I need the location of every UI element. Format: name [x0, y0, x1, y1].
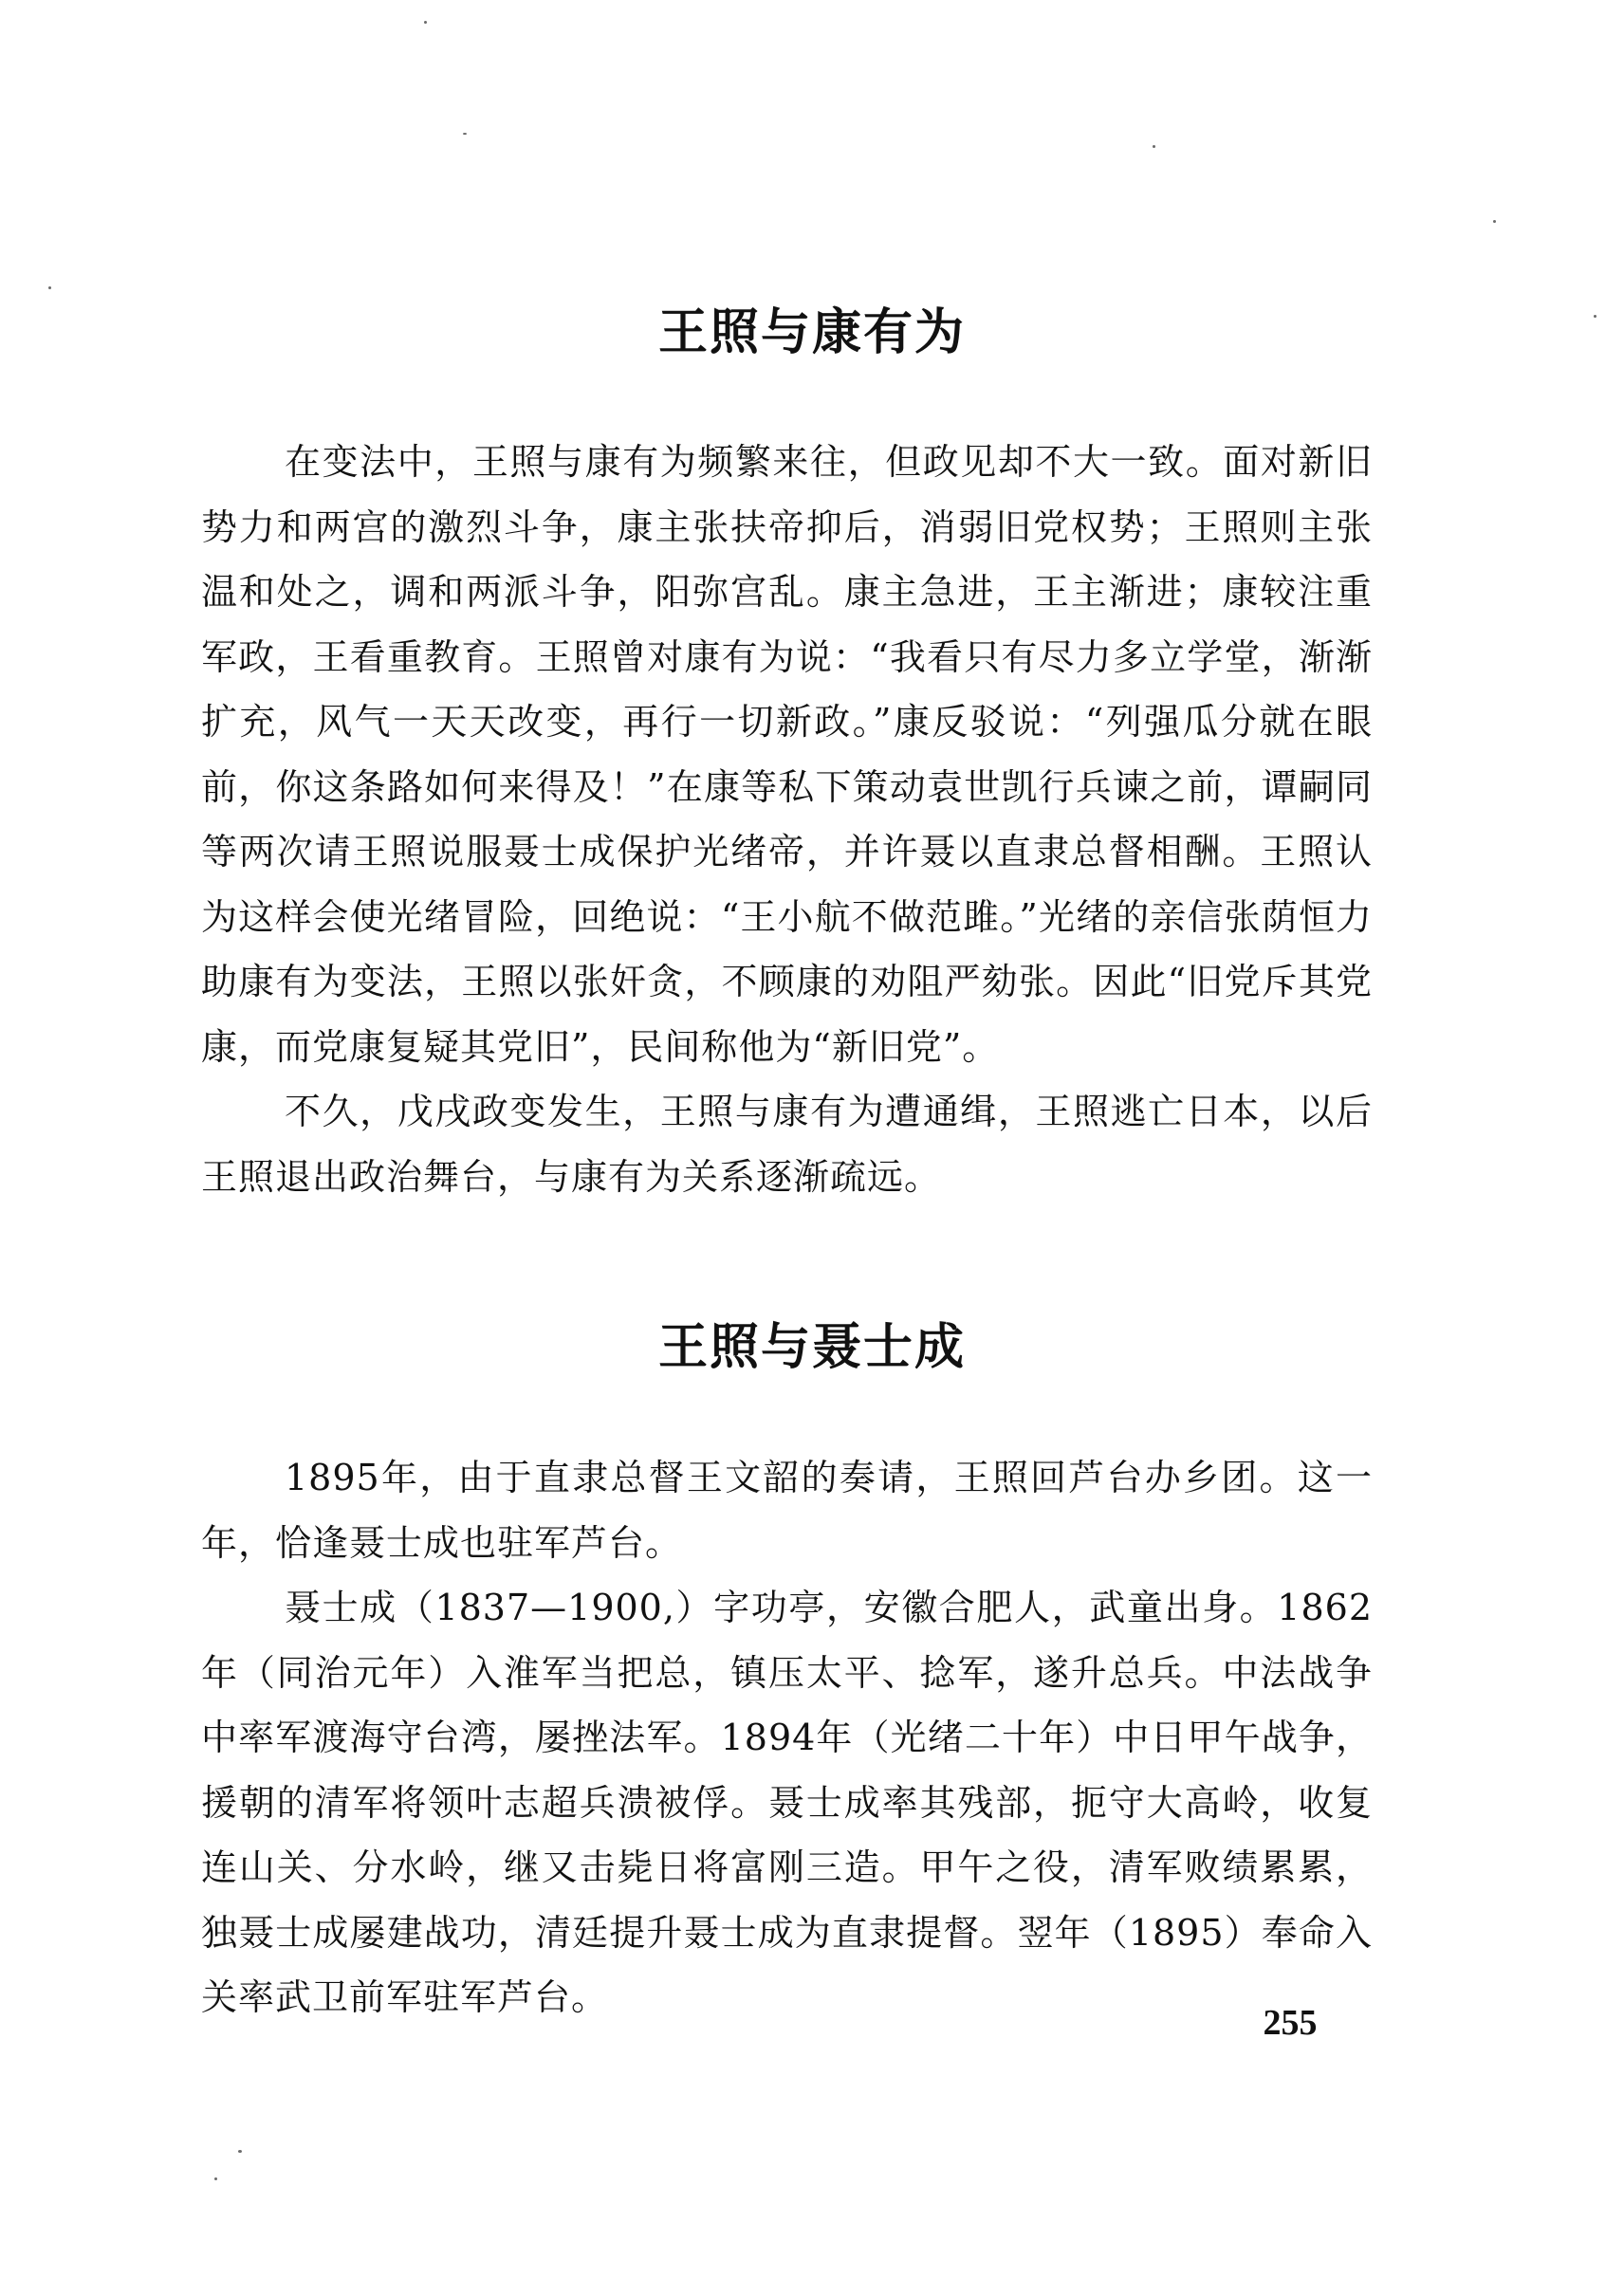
scan-speck — [238, 2150, 242, 2153]
paragraph: 聂士成（1837—1900,）字功亭，安徽合肥人，武童出身。1862年（同治元年）入淮军当把总，镇压太平、捻军，遂升总兵。中法战争中率军渡海守台湾，屡挫法军。1894年（光绪二十年）中日甲午战争，援朝的清军将领叶志超兵溃被俘。聂士成率其残部，扼守大高岭，收复连山关、分水岭，继又击毙日将富刚三造。甲午之役，清军败绩累累，独聂士成屡建战功，清廷提升聂士成为直隶提督。翌年（1895）奉命入关率武卫前军驻军芦台。 — [201, 1587, 1373, 2018]
scan-speck — [48, 286, 51, 289]
scan-speck — [1493, 220, 1496, 223]
scan-speck — [424, 21, 427, 24]
scan-speck — [214, 2177, 217, 2180]
scan-speck — [463, 133, 467, 135]
scan-speck — [1594, 315, 1596, 318]
page-number: 255 — [1263, 2003, 1318, 2043]
scan-speck — [1153, 145, 1155, 148]
paragraph: 1895年，由于直隶总督王文韶的奏请，王照回芦台办乡团。这一年，恰逢聂士成也驻军芦台。 — [201, 1457, 1373, 1564]
section-body-wang-zhao-and-nie-shicheng — [201, 1445, 1373, 2030]
paragraph: 在变法中，王照与康有为频繁来往，但政见却不大一致。面对新旧势力和两宫的激烈斗争，康主张扶帝抑后，消弱旧党权势；王照则主张温和处之，调和两派斗争，阳弥宫乱。康主急进，王主渐进；康较注重军政，王看重教育。王照曾对康有为说：“我看只有尽力多立学堂，渐渐扩充，风气一天天改变，再行一切新政。”康反驳说：“列强瓜分就在眼前，你这条路如何来得及！”在康等私下策动袁世凯行兵谏之前，谭嗣同等两次请王照说服聂士成保护光绪帝，并许聂以直隶总督相酬。王照认为这样会使光绪冒险，回绝说：“王小航不做范雎。”光绪的亲信张荫恒力助康有为变法，王照以张奸贪，不顾康的劝阻严劾张。因此“旧党斥其党康，而党康复疑其党旧”，民间称他为“新旧党”。 — [201, 441, 1373, 1068]
section-title-wang-zhao-and-nie-shicheng: 王照与聂士成 — [657, 1319, 966, 1376]
section-title-wang-zhao-and-kang-youwei: 王照与康有为 — [657, 304, 966, 361]
section-body-wang-zhao-and-kang-youwei — [201, 430, 1373, 1209]
paragraph: 不久，戊戌政变发生，王照与康有为遭通缉，王照逃亡日本，以后王照退出政治舞台，与康有为关系逐渐疏远。 — [201, 1091, 1373, 1198]
